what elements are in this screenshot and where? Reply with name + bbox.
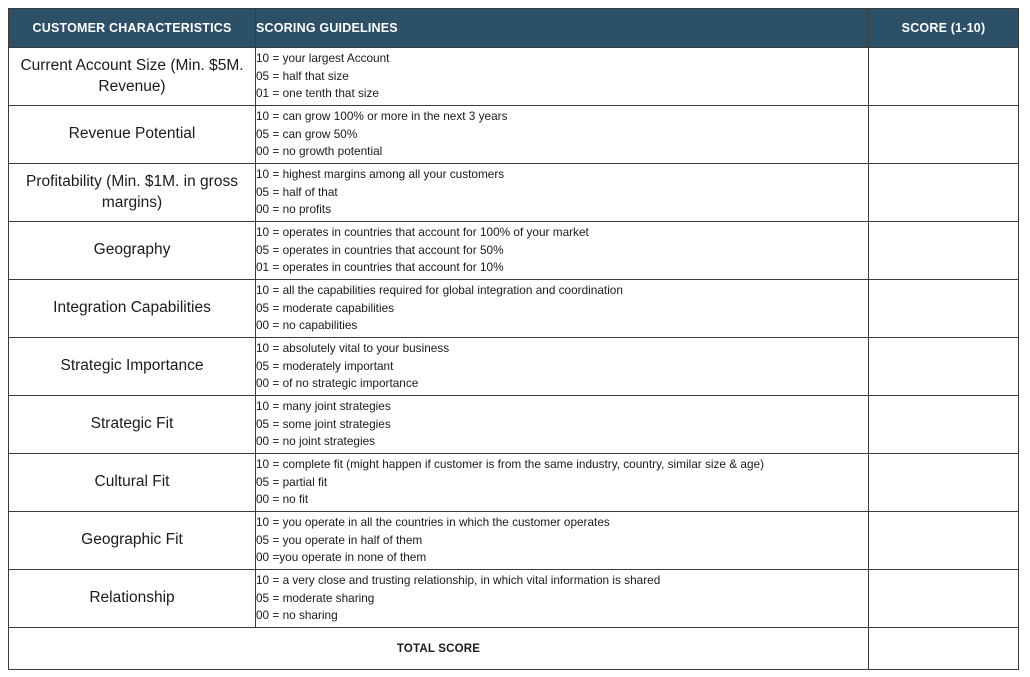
guideline-line: 00 = no capabilities <box>256 318 358 333</box>
guideline-line: 05 = moderately important <box>256 358 394 373</box>
column-header-customer-characteristics: CUSTOMER CHARACTERISTICS <box>9 9 256 48</box>
guideline-line: 10 = all the capabilities required for global integration and coordination <box>256 282 623 297</box>
characteristic-cell: Strategic Importance <box>9 338 256 396</box>
guideline-line: 10 = you operate in all the countries in which the customer operates <box>256 514 610 529</box>
guideline-line: 05 = half that size <box>256 68 349 83</box>
score-cell[interactable] <box>869 106 1019 164</box>
guideline-line: 10 = your largest Account <box>256 50 390 65</box>
total-score-row <box>9 628 1019 670</box>
guideline-line: 00 = of no strategic importance <box>256 376 419 391</box>
score-cell[interactable] <box>869 396 1019 454</box>
guideline-line: 00 = no sharing <box>256 608 338 623</box>
guidelines-cell <box>256 570 869 628</box>
table-row <box>9 164 1019 222</box>
customer-scoring-table <box>8 8 1019 670</box>
guideline-line: 10 = a very close and trusting relationship, in which vital information is shared <box>256 572 661 587</box>
characteristic-cell: Cultural Fit <box>9 454 256 512</box>
characteristic-cell: Revenue Potential <box>9 106 256 164</box>
score-cell[interactable] <box>869 280 1019 338</box>
guidelines-cell <box>256 280 869 338</box>
guideline-line: 00 = no growth potential <box>256 144 383 159</box>
guidelines-cell <box>256 48 869 106</box>
table-row <box>9 280 1019 338</box>
table-row <box>9 512 1019 570</box>
guideline-line: 00 =you operate in none of them <box>256 550 427 565</box>
table-row <box>9 48 1019 106</box>
guidelines-cell <box>256 396 869 454</box>
guidelines-cell <box>256 512 869 570</box>
score-cell[interactable] <box>869 512 1019 570</box>
guideline-line: 10 = complete fit (might happen if customer is from the same industry, country, similar size & age) <box>256 456 765 471</box>
guideline-line: 00 = no fit <box>256 492 309 507</box>
guideline-line: 05 = some joint strategies <box>256 416 391 431</box>
guideline-line: 10 = operates in countries that account for 100% of your market <box>256 224 589 239</box>
score-cell[interactable] <box>869 570 1019 628</box>
score-cell[interactable] <box>869 164 1019 222</box>
guideline-line: 01 = operates in countries that account for 10% <box>256 260 504 275</box>
guidelines-cell <box>256 338 869 396</box>
score-cell[interactable] <box>869 454 1019 512</box>
table-row <box>9 106 1019 164</box>
column-header-score: SCORE (1-10) <box>869 9 1019 48</box>
characteristic-cell: Current Account Size (Min. $5M. Revenue) <box>9 48 256 106</box>
header-row <box>9 9 1019 48</box>
guideline-line: 00 = no joint strategies <box>256 434 376 449</box>
guideline-line: 01 = one tenth that size <box>256 86 379 101</box>
guideline-line: 00 = no profits <box>256 202 332 217</box>
guidelines-cell <box>256 454 869 512</box>
table-row <box>9 570 1019 628</box>
guideline-line: 10 = absolutely vital to your business <box>256 340 450 355</box>
guideline-line: 05 = partial fit <box>256 474 328 489</box>
characteristic-cell: Geographic Fit <box>9 512 256 570</box>
score-cell[interactable] <box>869 338 1019 396</box>
table-header <box>9 9 1019 48</box>
guideline-line: 10 = can grow 100% or more in the next 3 years <box>256 108 508 123</box>
score-cell[interactable] <box>869 48 1019 106</box>
total-score-cell[interactable] <box>869 628 1019 670</box>
total-score-label: TOTAL SCORE <box>9 628 869 670</box>
guidelines-cell <box>256 164 869 222</box>
guideline-line: 05 = operates in countries that account for 50% <box>256 242 504 257</box>
guideline-line: 10 = many joint strategies <box>256 398 391 413</box>
table-row <box>9 454 1019 512</box>
table-row <box>9 396 1019 454</box>
guideline-line: 05 = moderate sharing <box>256 590 375 605</box>
guideline-line: 05 = moderate capabilities <box>256 300 395 315</box>
guidelines-cell <box>256 222 869 280</box>
characteristic-cell: Integration Capabilities <box>9 280 256 338</box>
characteristic-cell: Profitability (Min. $1M. in gross margins) <box>9 164 256 222</box>
table-row <box>9 222 1019 280</box>
characteristic-cell: Geography <box>9 222 256 280</box>
guideline-line: 10 = highest margins among all your customers <box>256 166 505 181</box>
characteristic-cell: Strategic Fit <box>9 396 256 454</box>
score-cell[interactable] <box>869 222 1019 280</box>
guideline-line: 05 = half of that <box>256 184 338 199</box>
column-header-scoring-guidelines: SCORING GUIDELINES <box>256 9 869 48</box>
characteristic-cell: Relationship <box>9 570 256 628</box>
guideline-line: 05 = you operate in half of them <box>256 532 423 547</box>
guideline-line: 05 = can grow 50% <box>256 126 358 141</box>
table-body <box>9 48 1019 670</box>
table-row <box>9 338 1019 396</box>
guidelines-cell <box>256 106 869 164</box>
